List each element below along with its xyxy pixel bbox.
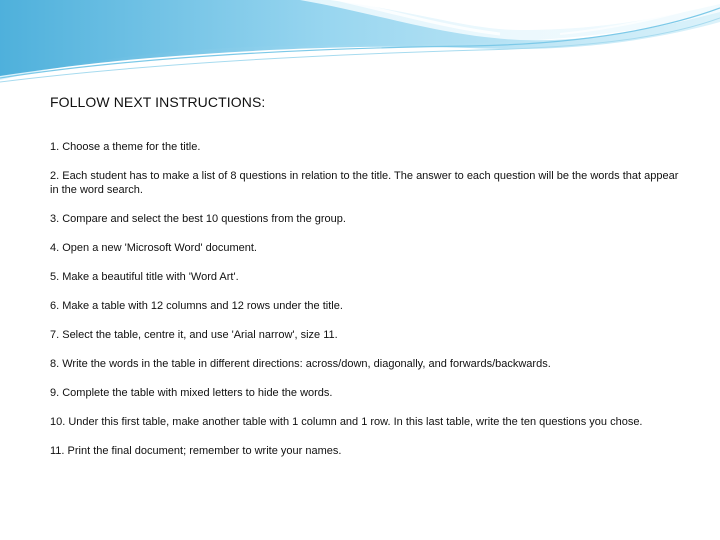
- instruction-item: 8. Write the words in the table in different directions: across/down, diagonally, and forwards/backwards.: [50, 358, 551, 370]
- instructions-list: [50, 140, 680, 473]
- instruction-item: 5. Make a beautiful title with 'Word Art'.: [50, 271, 239, 283]
- header-wave-decoration: [0, 0, 720, 90]
- instruction-item: 1. Choose a theme for the title.: [50, 141, 201, 153]
- instruction-item: 11. Print the final document; remember to write your names.: [50, 445, 342, 457]
- instruction-item: 2. Each student has to make a list of 8 questions in relation to the title. The answer to each question will be the words that appear in the word search.: [50, 170, 679, 196]
- instruction-item: 7. Select the table, centre it, and use 'Arial narrow', size 11.: [50, 329, 338, 341]
- instruction-item: 9. Complete the table with mixed letters to hide the words.: [50, 387, 333, 399]
- instructions-heading: FOLLOW NEXT INSTRUCTIONS:: [50, 94, 266, 110]
- instruction-item: 3. Compare and select the best 10 questions from the group.: [50, 213, 346, 225]
- instruction-item: 10. Under this first table, make another table with 1 column and 1 row. In this last table, write the ten questions you chose.: [50, 416, 643, 428]
- instruction-item: 6. Make a table with 12 columns and 12 rows under the title.: [50, 300, 343, 312]
- instruction-item: 4. Open a new 'Microsoft Word' document.: [50, 242, 257, 254]
